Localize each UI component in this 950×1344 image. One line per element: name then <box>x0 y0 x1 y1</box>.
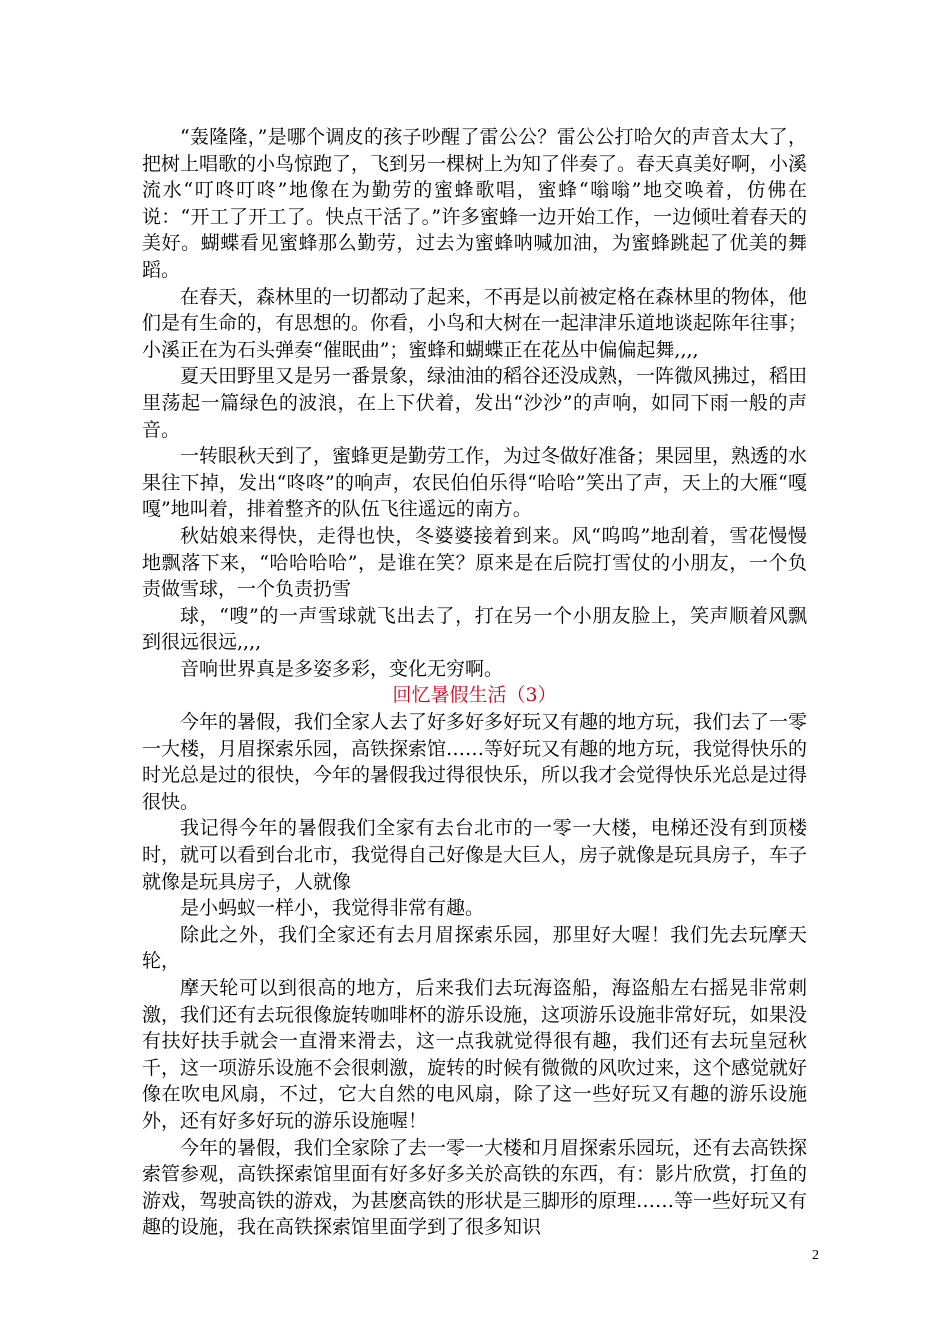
page-content <box>142 124 807 1241</box>
paragraph: 音响世界真是多姿多彩，变化无穷啊。 <box>180 657 504 680</box>
page-number: 2 <box>812 1248 819 1263</box>
paragraph: 是小蚂蚁一样小，我觉得非常有趣。 <box>180 897 485 920</box>
paragraph: 夏天田野里又是另一番景象，绿油油的稻谷还没成熟，一阵微风拂过，稻田里荡起一篇绿色的波浪，在上下伏着，发出“沙沙”的声响，如同下雨一般的声音。 <box>142 365 808 441</box>
paragraph: 摩天轮可以到很高的地方，后来我们去玩海盗船，海盗船左右摇晃非常刺激，我们还有去玩很像旋转咖啡杯的游乐设施，这项游乐设施非常好玩，如果没有扶好扶手就会一直滑来滑去，这一点我就觉得很有趣，我们还有去玩皇冠秋千，这一项游乐设施不会很刺激，旋转的时候有微微的风吹过来，这个感觉就好像在吹电风扇，不过，它大自然的电风扇，除了这一些好玩又有趣的游乐设施外，还有好多好玩的游乐设施喔！ <box>142 977 808 1132</box>
paragraph: 球，“嗖”的一声雪球就飞出去了，打在另一个小朋友脸上，笑声顺着风飘到很远很远,,,, <box>142 604 807 654</box>
paragraph: 今年的暑假，我们全家除了去一零一大楼和月眉探索乐园玩，还有去高铁探索管参观，高铁探索馆里面有好多好多关於高铁的东西，有：影片欣赏，打鱼的游戏，驾驶高铁的游戏，为甚麽高铁的形状是三脚形的原理……等一些好玩又有趣的设施，我在高铁探索馆里面学到了很多知识 <box>142 1136 808 1239</box>
paragraph: “轰隆隆，”是哪个调皮的孩子吵醒了雷公公？雷公公打哈欠的声音太大了，把树上唱歌的小鸟惊跑了，飞到另一棵树上为知了伴奏了。春天真美好啊，小溪流水“叮咚叮咚”地像在为勤劳的蜜蜂歌唱，蜜蜂“嗡嗡”地交唤着，仿佛在说：“开工了开工了。快点干活了。”许多蜜蜂一边开始工作，一边倾吐着春天的美好。蝴蝶看见蜜蜂那么勤劳，过去为蜜蜂呐喊加油，为蜜蜂跳起了优美的舞蹈。 <box>142 126 808 281</box>
section-title: 回忆暑假生活（3） <box>392 684 557 707</box>
paragraph: 一转眼秋天到了，蜜蜂更是勤劳工作，为过冬做好准备；果园里，熟透的水果往下掉，发出“咚咚”的响声，农民伯伯乐得“哈哈”笑出了声，天上的大雁“嘎嘎”地叫着，排着整齐的队伍飞往遥远的南方。 <box>142 445 808 521</box>
paragraph: 我记得今年的暑假我们全家有去台北市的一零一大楼，电梯还没有到顶楼时，就可以看到台北市，我觉得自己好像是大巨人，房子就像是玩具房子，车子就像是玩具房子，人就像 <box>142 817 808 893</box>
paragraph: 在春天，森林里的一切都动了起来，不再是以前被定格在森林里的物体，他们是有生命的，有思想的。你看，小鸟和大树在一起津津乐道地谈起陈年往事；小溪正在为石头弹奏“催眠曲”；蜜蜂和蝴蝶正在花丛中偏偏起舞,,,, <box>142 285 808 361</box>
paragraph: 除此之外，我们全家还有去月眉探索乐园，那里好大喔！我们先去玩摩天轮， <box>142 923 807 973</box>
paragraph: 秋姑娘来得快，走得也快，冬婆婆接着到来。风“呜呜”地刮着，雪花慢慢地飘落下来，“哈哈哈哈”，是谁在笑？原来是在后院打雪仗的小朋友，一个负责做雪球，一个负责扔雪 <box>142 524 807 601</box>
paragraph: 今年的暑假，我们全家人去了好多好多好玩又有趣的地方玩，我们去了一零一大楼，月眉探索乐园，高铁探索馆……等好玩又有趣的地方玩，我觉得快乐的时光总是过的很快，今年的暑假我过得很快乐，所以我才会觉得快乐光总是过得很快。 <box>142 711 808 813</box>
